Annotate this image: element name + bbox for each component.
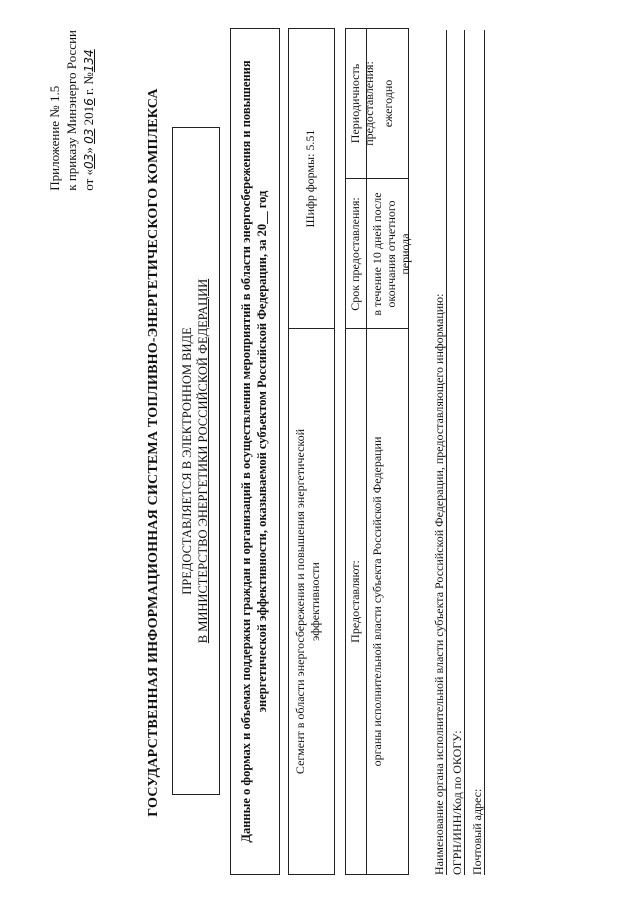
annex-line-3: [80, 30, 98, 191]
deadline-value-line-1: в течение 10 дней после: [370, 192, 384, 316]
handwritten-year-digit: 6: [82, 98, 96, 106]
presentation-line-1: ПРЕДОСТАВЛЯЕТСЯ В ЭЛЕКТРОННОМ ВИДЕ: [180, 327, 194, 595]
date-prefix: от «: [81, 168, 96, 191]
annex-line-2: к приказу Минэнерго России: [64, 30, 79, 191]
presentation-box: [172, 127, 220, 795]
handwritten-month: 03: [82, 128, 96, 144]
deadline-header: Срок предоставления:: [346, 179, 367, 329]
data-header-line-2: энергетической эффективности, оказываемой субъектом Российской Федерации, за 20__ год: [255, 190, 269, 713]
segment-label-line-1: Сегмент в области энергосбережения и повышения энергетической: [293, 428, 307, 775]
data-header-line-1: Данные о формах и объемах поддержки граждан и организаций в осуществлении мероприятий в области энергосбережения и повышения: [239, 60, 253, 843]
year-prefix: 201: [81, 105, 96, 126]
postal-address-field: Почтовый адрес:: [470, 30, 485, 875]
period-header: Периодичность предоставления:: [346, 29, 367, 178]
form-sheet: [40, 30, 600, 875]
org-ids-field: ОГРН/ИНН/Код по ОКОГУ:: [450, 30, 465, 875]
provider-cell: [346, 328, 408, 874]
annex-block: [46, 30, 98, 191]
provider-value: органы исполнительной власти субъекта Российской Федерации: [370, 436, 384, 767]
handwritten-day: 03: [82, 153, 96, 169]
period-value: ежегодно: [381, 79, 395, 128]
segment-label-cell: [289, 328, 334, 874]
form-cipher: Шифр формы: 5.51: [303, 129, 317, 228]
system-title: ГОСУДАРСТВЕННАЯ ИНФОРМАЦИОННАЯ СИСТЕМА ТОПЛИВНО-ЭНЕРГЕТИЧЕСКОГО КОМПЛЕКСА: [146, 88, 161, 817]
segment-label-line-2: эффективности: [308, 562, 322, 641]
presentation-line-2: В МИНИСТЕРСТВО ЭНЕРГЕТИКИ РОССИЙСКОЙ ФЕДЕРАЦИИ: [196, 278, 210, 644]
deadline-value: [367, 179, 412, 329]
handwritten-number: 134: [82, 49, 96, 73]
deadline-value-line-2: окончания отчетного периода: [384, 200, 412, 308]
submission-grid: [345, 28, 412, 875]
cipher-cell: [289, 29, 334, 328]
date-quote: »: [81, 147, 96, 154]
number-label: г. №: [81, 72, 96, 99]
deadline-cell: [346, 178, 412, 329]
org-name-field: Наименование органа исполнительной власти субъекта Российской Федерации, предоставляющего информацию:: [432, 30, 447, 875]
data-header-box: [230, 28, 280, 875]
provider-header: Предоставляют:: [346, 329, 367, 874]
period-cell: [346, 29, 408, 178]
segment-box: [288, 28, 335, 875]
annex-line-1: Приложение № 1.5: [47, 85, 62, 191]
